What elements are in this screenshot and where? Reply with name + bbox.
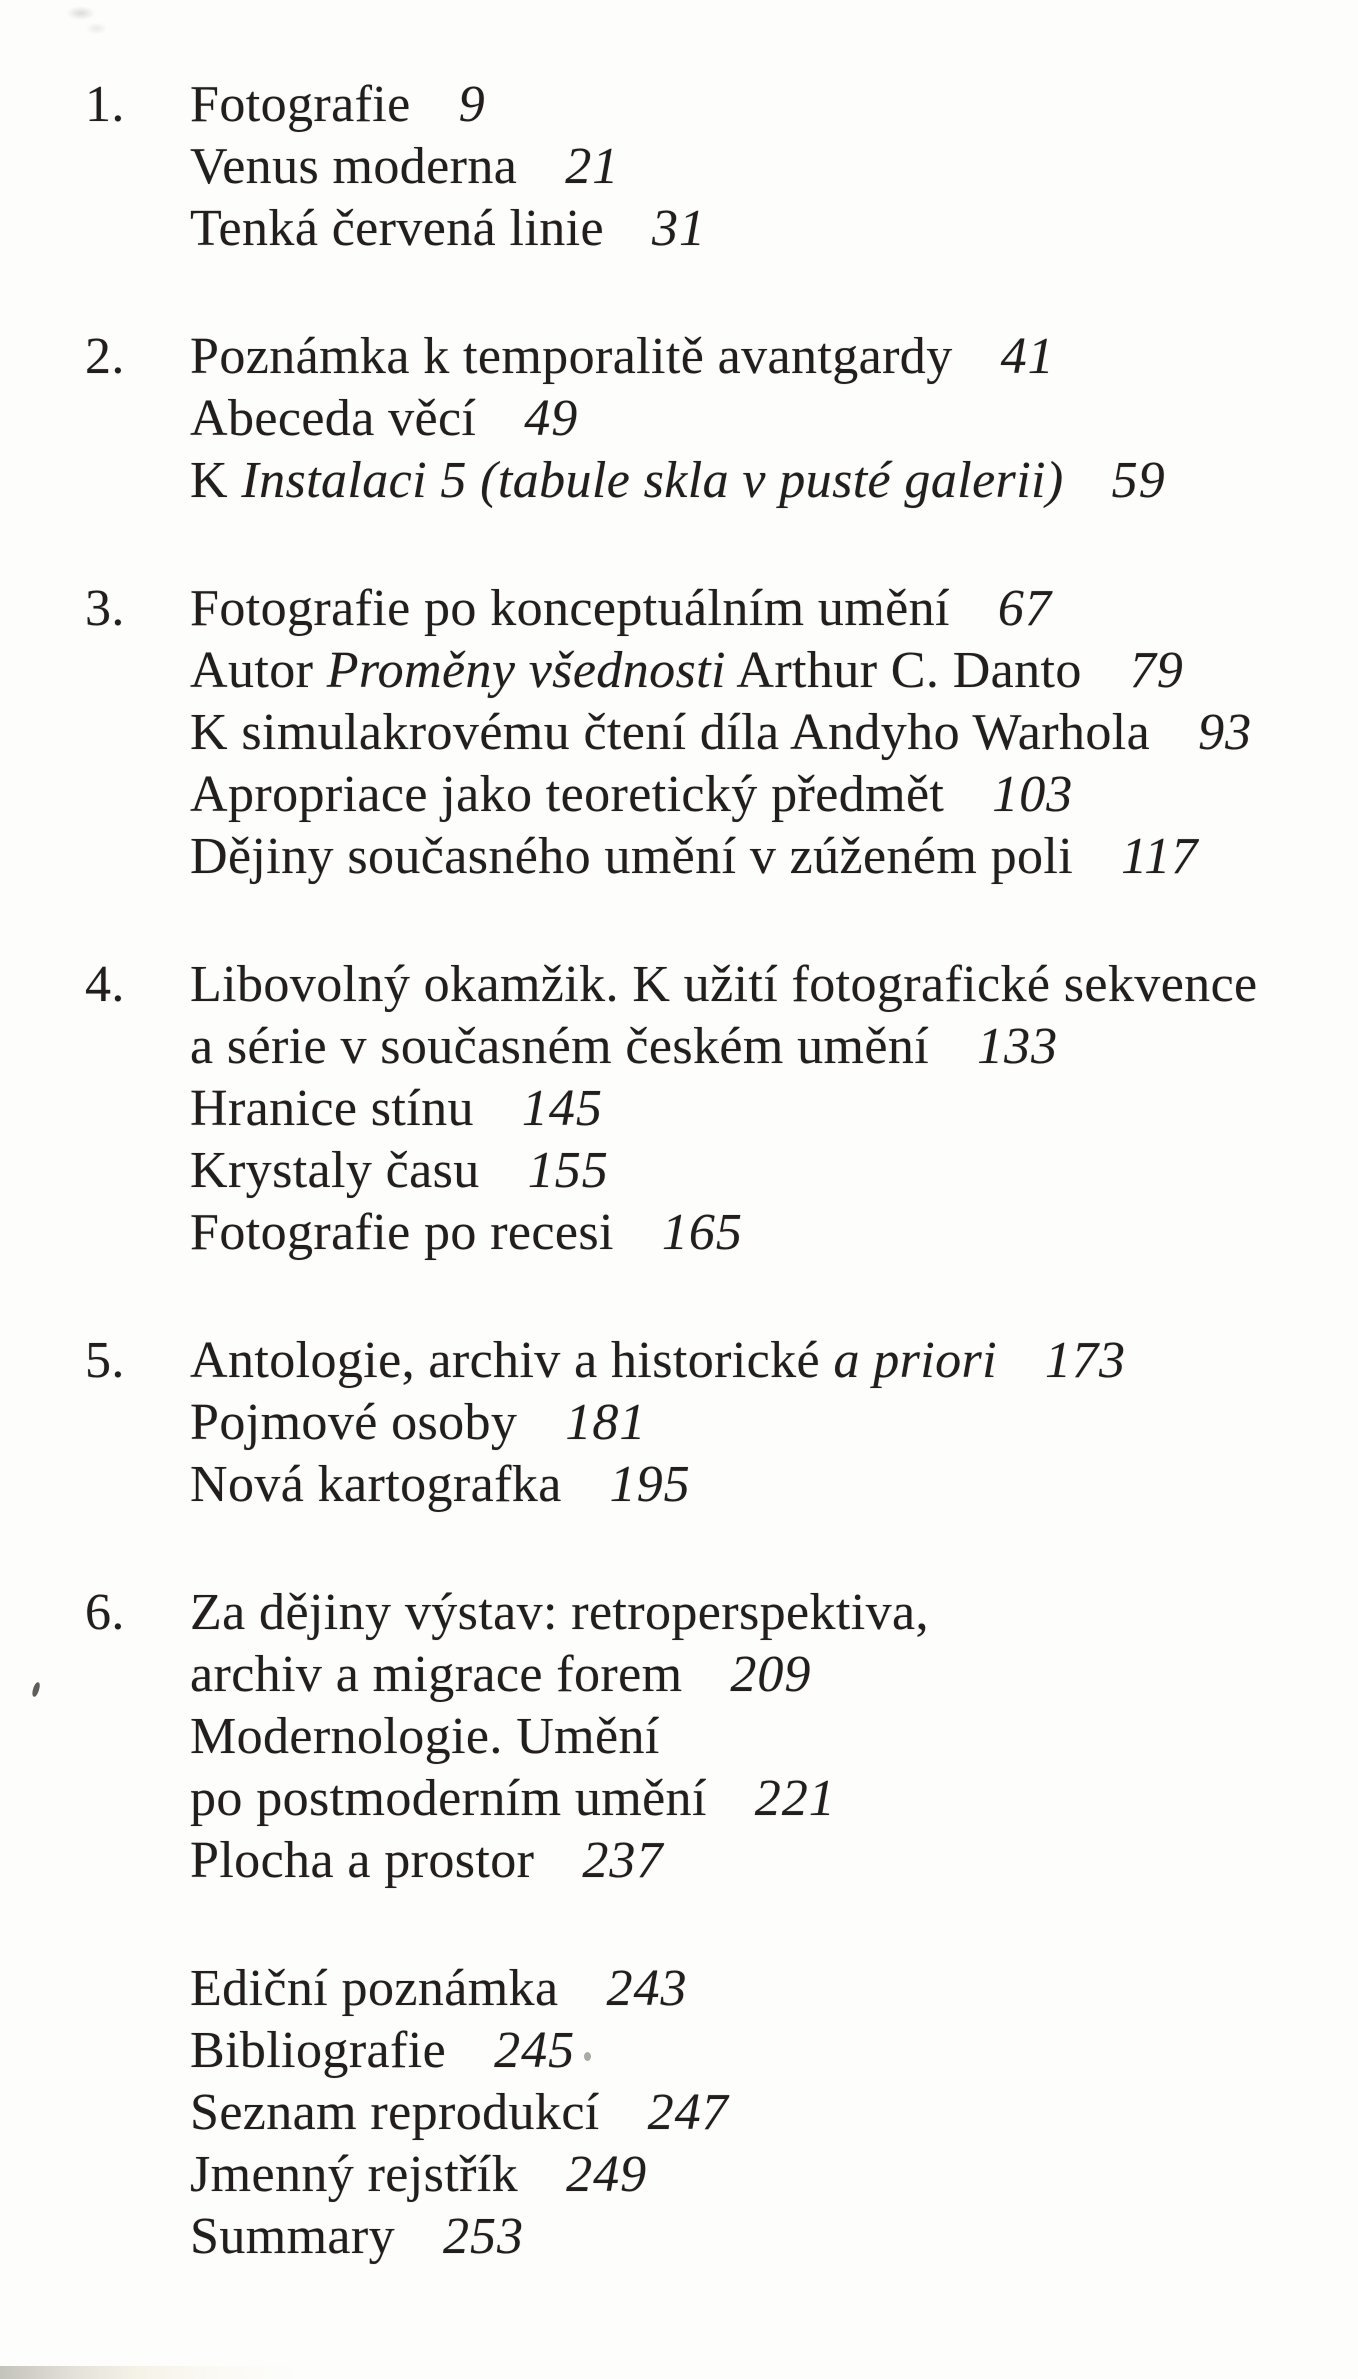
- toc-entry: [190, 1392, 1328, 1454]
- entry-title-segment: Jmenný rejstřík: [190, 2146, 519, 2203]
- entry-title-italic-segment: a priori: [833, 1332, 998, 1389]
- page-number: 133: [977, 1018, 1059, 1075]
- page-number: 103: [992, 766, 1074, 823]
- entry-title-segment: Fotografie po konceptuálním umění: [190, 580, 950, 637]
- page-number: 9: [458, 76, 486, 133]
- entry-title-segment: po postmoderním umění: [190, 1770, 707, 1827]
- section-number: 5.: [85, 1332, 125, 1389]
- page-number: 79: [1129, 642, 1184, 699]
- toc-entry: [190, 1078, 1328, 1140]
- toc-section: [0, 1958, 1328, 2268]
- entry-title-segment: a série v současném českém umění: [190, 1018, 930, 1075]
- entry-title-segment: Plocha a prostor: [190, 1832, 535, 1889]
- entry-title-segment: Modernologie. Umění: [190, 1708, 660, 1765]
- entry-title-segment: Pojmové osoby: [190, 1394, 518, 1451]
- entry-title-segment: Bibliografie: [190, 2022, 447, 2079]
- entry-title-segment: K: [190, 452, 242, 509]
- toc-entry: [190, 1830, 1328, 1892]
- toc-entry: [190, 1768, 1328, 1830]
- toc-entry: [190, 326, 1328, 388]
- toc-entry: [190, 640, 1328, 702]
- toc-entry: [190, 74, 1328, 136]
- entry-title-segment: K simulakrovému čtení díla Andyho Warhola: [190, 704, 1151, 761]
- entry-title-segment: Dějiny současného umění v zúženém poli: [190, 828, 1074, 885]
- section-number: 1.: [85, 76, 125, 133]
- section-number: 6.: [85, 1584, 125, 1641]
- page-number: 209: [730, 1646, 812, 1703]
- toc-entry: [190, 578, 1328, 640]
- toc-section: [0, 326, 1328, 512]
- entry-title-segment: Fotografie: [190, 76, 411, 133]
- entry-title-segment: Nová kartografka: [190, 1456, 562, 1513]
- toc-entry: [190, 2206, 1328, 2268]
- page-number: 49: [524, 390, 579, 447]
- toc-section: [0, 1330, 1328, 1516]
- entry-title-segment: Seznam reprodukcí: [190, 2084, 600, 2141]
- toc-entry: [190, 1202, 1328, 1264]
- page-number: 41: [1000, 328, 1055, 385]
- toc-entry: [190, 450, 1328, 512]
- toc-entry: [190, 826, 1328, 888]
- entry-title-segment: Apropriace jako teoretický předmět: [190, 766, 945, 823]
- toc-entry: [190, 1644, 1328, 1706]
- section-number: 2.: [85, 328, 125, 385]
- toc-entry: [190, 764, 1328, 826]
- toc-entry: [190, 1454, 1328, 1516]
- page-number: 117: [1121, 828, 1199, 885]
- page-number: 67: [997, 580, 1052, 637]
- page-number: 243: [606, 1960, 688, 2017]
- page-number: 145: [521, 1080, 603, 1137]
- scan-artifact-top-smudge: [60, 3, 112, 37]
- toc-entry: [190, 1140, 1328, 1202]
- entry-title-segment: Poznámka k temporalitě avantgardy: [190, 328, 953, 385]
- toc-entry: [190, 702, 1328, 764]
- toc-entry: [190, 2082, 1328, 2144]
- entry-title-segment: Hranice stínu: [190, 1080, 474, 1137]
- entry-title-segment: Za dějiny výstav: retroperspektiva,: [190, 1584, 929, 1641]
- toc-entry: [190, 1706, 1328, 1768]
- toc-entry: [190, 136, 1328, 198]
- entry-title-segment: Autor: [190, 642, 327, 699]
- page-number: 247: [647, 2084, 729, 2141]
- entry-title-segment: archiv a migrace forem: [190, 1646, 683, 1703]
- section-number: 4.: [85, 956, 125, 1013]
- entry-title-segment: Fotografie po recesi: [190, 1204, 614, 1261]
- entry-title-segment: Venus moderna: [190, 138, 518, 195]
- page-number: 31: [651, 200, 706, 257]
- entry-title-segment: Tenká červená linie: [190, 200, 604, 257]
- toc-section: [0, 1582, 1328, 1892]
- entry-title-segment: Summary: [190, 2208, 396, 2265]
- toc-entry: [190, 388, 1328, 450]
- toc-entry: [190, 954, 1328, 1016]
- page-number: 165: [661, 1204, 743, 1261]
- toc-entry: [190, 2020, 1328, 2082]
- page-number: 93: [1198, 704, 1253, 761]
- entry-title-segment: Krystaly času: [190, 1142, 480, 1199]
- page-number: 181: [565, 1394, 647, 1451]
- page-number: 155: [527, 1142, 609, 1199]
- toc-entry: [190, 1330, 1328, 1392]
- toc-entry: [190, 2144, 1328, 2206]
- page-number: 253: [443, 2208, 525, 2265]
- scan-artifact-bottom-streak: [0, 2366, 300, 2379]
- toc-section: [0, 74, 1328, 260]
- page-number: 173: [1045, 1332, 1127, 1389]
- page-number: 249: [566, 2146, 648, 2203]
- toc-section: [0, 578, 1328, 888]
- page-number: 245: [494, 2022, 576, 2079]
- entry-title-segment: Ediční poznámka: [190, 1960, 559, 2017]
- section-number: 3.: [85, 580, 125, 637]
- page-number: 21: [565, 138, 620, 195]
- toc-entry: [190, 198, 1328, 260]
- entry-title-segment: Arthur C. Danto: [725, 642, 1082, 699]
- entry-title-segment: Antologie, archiv a historické: [190, 1332, 834, 1389]
- toc-entry: [190, 1582, 1328, 1644]
- entry-title-italic-segment: Proměny všednosti: [326, 642, 726, 699]
- toc-entry: [190, 1016, 1328, 1078]
- entry-title-segment: Libovolný okamžik. K užití fotografické sekvence: [190, 956, 1258, 1013]
- page-number: 59: [1111, 452, 1166, 509]
- toc: [0, 74, 1328, 2268]
- entry-title-segment: Abeceda věcí: [190, 390, 477, 447]
- page-number: 237: [582, 1832, 664, 1889]
- entry-title-italic-segment: Instalaci 5 (tabule skla v pusté galerii): [241, 452, 1064, 509]
- page-number: 195: [609, 1456, 691, 1513]
- toc-entry: [190, 1958, 1328, 2020]
- page-number: 221: [754, 1770, 836, 1827]
- toc-section: [0, 954, 1328, 1264]
